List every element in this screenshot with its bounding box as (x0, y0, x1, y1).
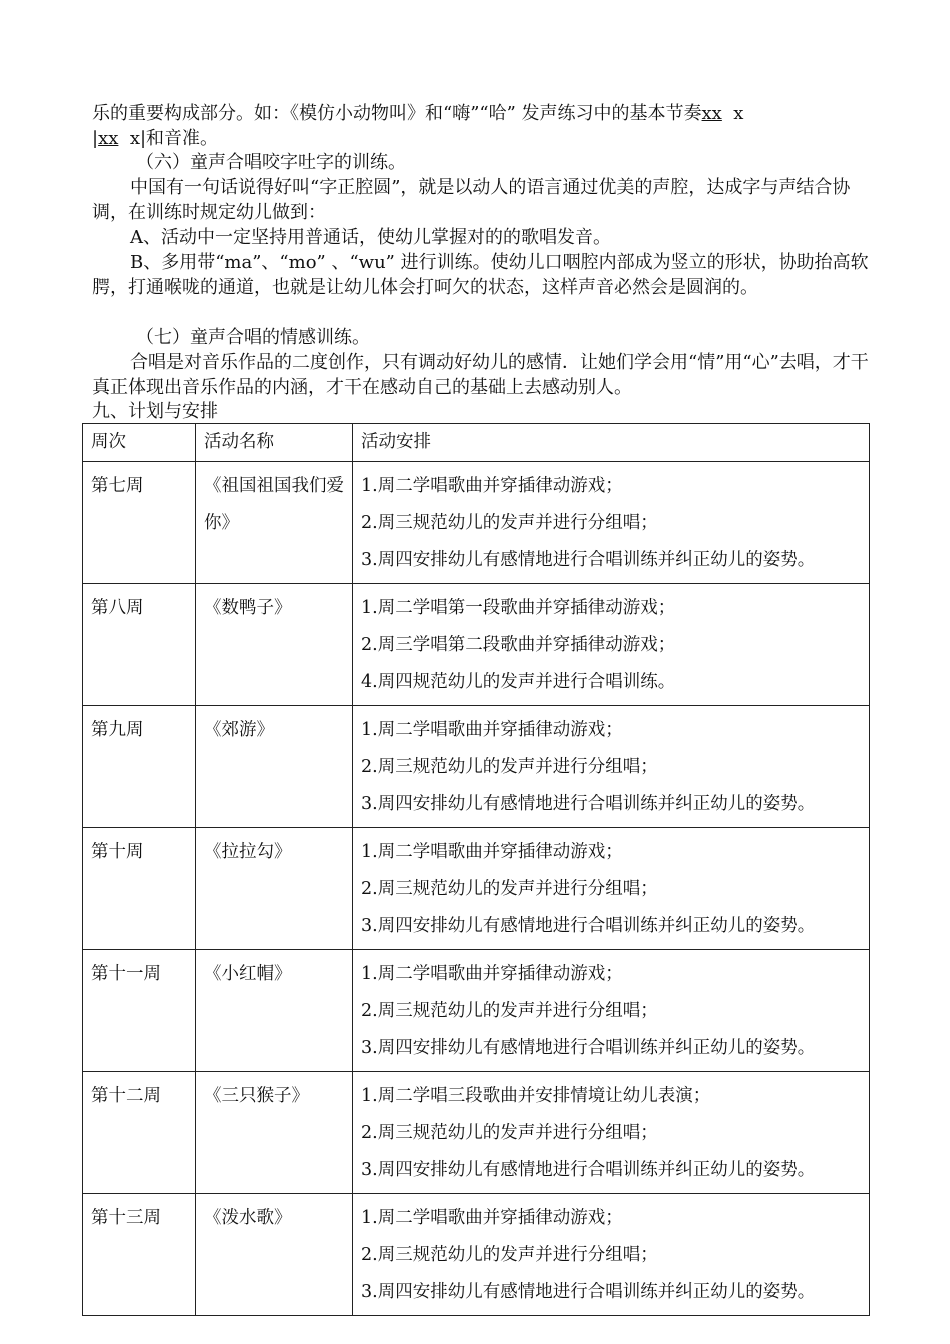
plan-cell (353, 584, 870, 706)
week-cell: 第十二周 (83, 1072, 196, 1194)
week-cell: 第八周 (83, 584, 196, 706)
plan-item: 4.周四规范幼儿的发声并进行合唱训练。 (361, 672, 676, 692)
song-name-cell: 《小红帽》 (196, 950, 353, 1072)
plan-item: 3.周四安排幼儿有感情地进行合唱训练并纠正幼儿的姿势。 (361, 1038, 816, 1058)
plan-item: 3.周四安排幼儿有感情地进行合唱训练并纠正幼儿的姿势。 (361, 1282, 816, 1302)
plan-item: 2.周三规范幼儿的发声并进行分组唱； (361, 1245, 658, 1265)
plan-item: 3.周四安排幼儿有感情地进行合唱训练并纠正幼儿的姿势。 (361, 916, 816, 936)
rhythm-notation: xx (701, 103, 722, 124)
plan-item: 3.周四安排幼儿有感情地进行合唱训练并纠正幼儿的姿势。 (361, 1160, 816, 1180)
plan-item: 1.周二学唱歌曲并穿插律动游戏； (361, 476, 623, 496)
week-cell: 第七周 (83, 462, 196, 584)
plan-item: 2.周三学唱第二段歌曲并穿插律动游戏； (361, 635, 676, 655)
rhythm-notation: xx (98, 128, 119, 149)
week-cell: 第十周 (83, 828, 196, 950)
plan-item: 1.周二学唱歌曲并穿插律动游戏； (361, 842, 623, 862)
plan-cell (353, 1072, 870, 1194)
week-cell: 第十一周 (83, 950, 196, 1072)
paragraph-text: 乐的重要构成部分。如：《模仿小动物叫》和“嗨”“哈” 发声练习中的基本节奏 (92, 103, 702, 124)
header-activity-plan: 活动安排 (353, 424, 870, 462)
plan-item: 2.周三规范幼儿的发声并进行分组唱； (361, 757, 658, 777)
heading-seven: （七）童声合唱的情感训练。 (136, 327, 370, 348)
song-name-cell: 《祖国祖国我们爱你》 (196, 462, 353, 584)
table-row (83, 1194, 870, 1316)
plan-cell (353, 950, 870, 1072)
paragraph-rhythm (92, 101, 872, 126)
week-cell: 第九周 (83, 706, 196, 828)
section-heading-plan: 九、计划与安排 (92, 401, 218, 422)
plan-item: 1.周二学唱歌曲并穿插律动游戏； (361, 964, 623, 984)
table-header-row (83, 424, 870, 462)
heading-six: （六）童声合唱咬字吐字的训练。 (136, 152, 406, 173)
week-cell: 第十三周 (83, 1194, 196, 1316)
paragraph-emotion: 合唱是对音乐作品的二度创作，只有调动好幼儿的感情．让她们学会用“情”用“心”去唱，才干真正体现出音乐作品的内涵，才干在感动自己的基础上去感动别人。 (92, 352, 869, 398)
plan-item: 2.周三规范幼儿的发声并进行分组唱； (361, 879, 658, 899)
song-name-cell: 《三只猴子》 (196, 1072, 353, 1194)
table-row (83, 584, 870, 706)
table-row (83, 950, 870, 1072)
song-name-cell: 《郊游》 (196, 706, 353, 828)
plan-item: 3.周四安排幼儿有感情地进行合唱训练并纠正幼儿的姿势。 (361, 794, 816, 814)
plan-item: 1.周二学唱歌曲并穿插律动游戏； (361, 1208, 623, 1228)
table-row (83, 462, 870, 584)
rhythm-notation: x (721, 103, 744, 124)
plan-item: 2.周三规范幼儿的发声并进行分组唱； (361, 1123, 658, 1143)
plan-item: 3.周四安排幼儿有感情地进行合唱训练并纠正幼儿的姿势。 (361, 550, 816, 570)
plan-item: 2.周三规范幼儿的发声并进行分组唱； (361, 1001, 658, 1021)
table-row (83, 706, 870, 828)
plan-cell (353, 462, 870, 584)
plan-item: 1.周二学唱三段歌曲并安排情境让幼儿表演； (361, 1086, 711, 1106)
schedule-table (82, 423, 870, 1316)
plan-item: 2.周三规范幼儿的发声并进行分组唱； (361, 513, 658, 533)
paragraph-item-a: A、活动中一定坚持用普通话，使幼儿掌握对的的歌唱发音。 (130, 227, 611, 248)
paragraph-diction: 中国有一句话说得好叫“字正腔圆”，就是以动人的语言通过优美的声腔，达成字与声结合协调，在训练时规定幼儿做到： (92, 177, 851, 223)
song-name-cell: 《泼水歌》 (196, 1194, 353, 1316)
song-name-cell: 《数鸭子》 (196, 584, 353, 706)
plan-item: 1.周二学唱歌曲并穿插律动游戏； (361, 720, 623, 740)
paragraph-item-b: B、多用带“ma”、“mo” 、“wu” 进行训练。使幼儿口咽腔内部成为竖立的形状，协助抬高软腭，打通喉咙的通道，也就是让幼儿体会打呵欠的状态，这样声音必然会是圆润的。 (92, 252, 869, 298)
bar-line: | (92, 128, 99, 149)
table-row (83, 1072, 870, 1194)
plan-cell (353, 706, 870, 828)
plan-item: 1.周二学唱第一段歌曲并穿插律动游戏； (361, 598, 676, 618)
plan-cell (353, 828, 870, 950)
paragraph-rhythm-cont (92, 126, 872, 151)
table-row (83, 828, 870, 950)
paragraph-text: x|和音准。 (118, 128, 219, 149)
header-week: 周次 (83, 424, 196, 462)
header-activity-name: 活动名称 (196, 424, 353, 462)
plan-cell (353, 1194, 870, 1316)
song-name-cell: 《拉拉勾》 (196, 828, 353, 950)
